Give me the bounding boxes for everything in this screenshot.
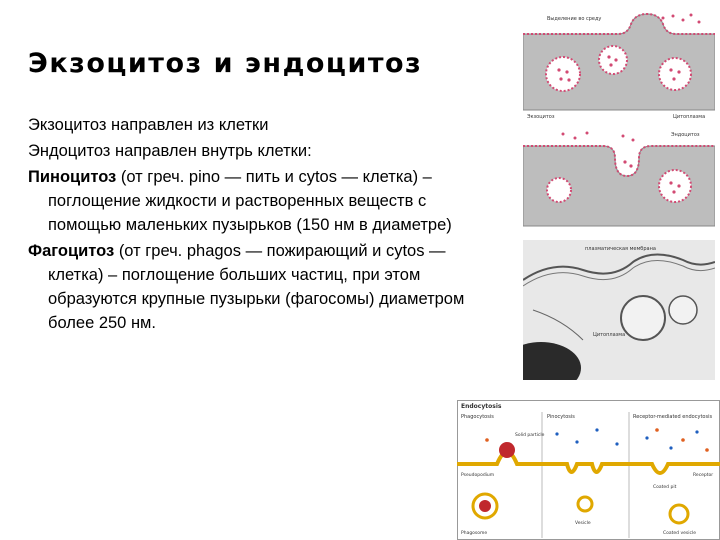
slide-body bbox=[28, 113, 468, 335]
cell-membrane-micrograph bbox=[523, 240, 715, 380]
exocytosis-diagram bbox=[523, 12, 715, 122]
label-receptor: Receptor bbox=[693, 473, 714, 478]
pinocytosis-definition: (от греч. pino — пить и cytos — клетка) – поглощение жидкости и растворенных веществ с помощью маленьких пузырьков (150 нм в диаметре) bbox=[48, 168, 452, 234]
label-vesicle: Vesicle bbox=[575, 521, 591, 526]
exocytosis-line: Экзоцитоз направлен из клетки bbox=[28, 116, 269, 134]
exo-left-label: Экзоцитоз bbox=[527, 114, 555, 120]
pinocytosis-paragraph bbox=[28, 165, 468, 237]
col-receptor-mediated: Receptor-mediated endocytosis bbox=[633, 414, 713, 420]
label-solid-particle: Solid particle bbox=[515, 433, 545, 438]
label-pseudopodium: Pseudopodium bbox=[461, 473, 495, 478]
label-coated-pit: Coated pit bbox=[653, 485, 677, 490]
exo-right-label: Цитоплазма bbox=[673, 114, 706, 120]
panel-title: Endocytosis bbox=[461, 403, 502, 410]
endocytosis-diagram bbox=[523, 128, 715, 233]
micro-cytoplasm-label: Цитоплазма bbox=[593, 332, 626, 338]
col-pinocytosis: Pinocytosis bbox=[547, 414, 575, 420]
page-title: Экзоцитоз и эндоцитоз bbox=[28, 48, 423, 79]
exo-top-label: Выделение во среду bbox=[547, 16, 602, 22]
pinocytosis-term: Пиноцитоз bbox=[28, 168, 117, 186]
phagocytosis-definition: (от греч. phagos — пожирающий и cytos — клетка) – поглощение больших частиц, при этом образуются крупные пузырьки (фагосомы) диаметром более 250 нм. bbox=[48, 242, 465, 332]
phagocytosis-paragraph bbox=[28, 239, 468, 335]
phagocytosis-term: Фагоцитоз bbox=[28, 242, 115, 260]
endocytosis-types-panel bbox=[457, 400, 720, 540]
endo-right-label: Эндоцитоз bbox=[671, 132, 700, 138]
endocytosis-line: Эндоцитоз направлен внутрь клетки: bbox=[28, 142, 312, 160]
col-phagocytosis: Phagocytosis bbox=[461, 414, 494, 420]
label-coated-vesicle: Coated vesicle bbox=[663, 531, 696, 536]
label-phagosome: Phagosome bbox=[461, 531, 488, 536]
micro-membrane-label: плазматическая мембрана bbox=[585, 246, 656, 252]
